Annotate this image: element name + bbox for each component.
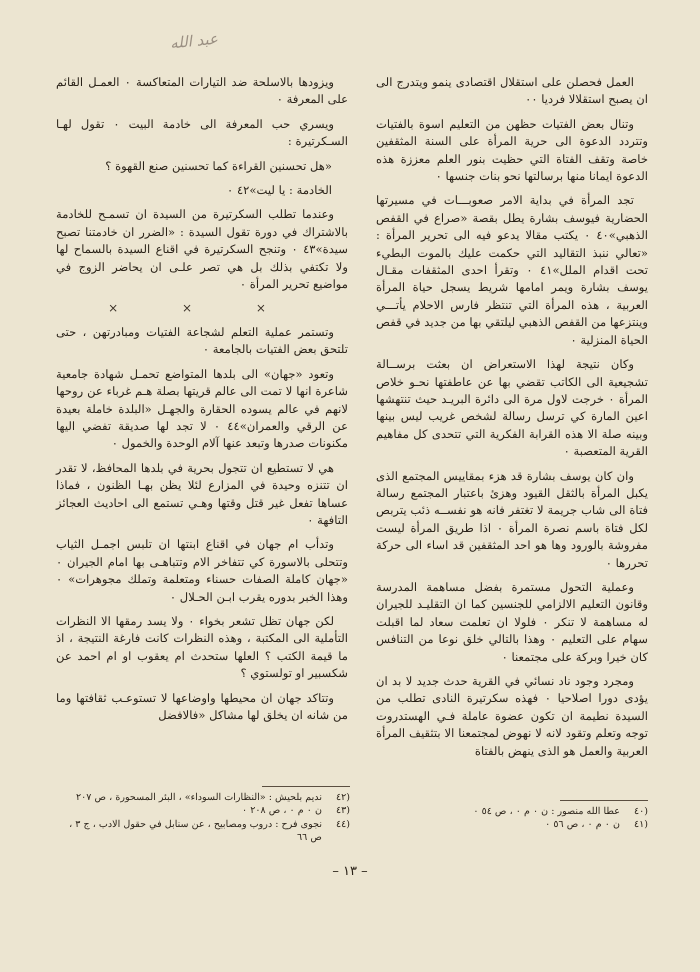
quote-line: «هل تحسنين القراءة كما تحسنين صنع القهوة ؟ [105,158,332,173]
footnote [400,818,648,831]
paragraph: وان كان يوسف بشارة قد هزء بمقاييس المجتمع الذى يكبل المرأة بالثقل القيود وهزئ باعتبار المجتمع رسالة فتاة الى شاب جريمة لا تغتفر فانه هو نفســه ذئب يتربص لكل فتاة باسم نصرة المرأة ٠ اذا طريق المرأة ليست مفروشة بالورود وها هو احد المثقفين قد اساء الى حركة تحررها ٠ [376,468,648,570]
footnote-text: عطا الله منصور : ن ٠ م ٠ ، ص ٥٤ ٠ [473,806,620,817]
footnote-number: (٤٣ [335,805,350,817]
quote-line: الخادمة : يا ليت»٤٢ ٠ [227,183,332,198]
footnote [60,804,350,817]
paragraph: وتنال بعض الفتيات حظهن من التعليم اسوة بالفتيات وتتردد الدعوة الى حرية المرأة على السنة المثقفين خاصة وتقف الفتاة التي حظيت بنور العلم معززة هذه الدعوة ايمانا منها برسالتها نحو بنات جنسها ٠ [376,116,648,184]
paragraph: وعندما تطلب السكرتيرة من السيدة ان تسمـح للخادمة بالاشتراك في دورة تقول السيدة : «الضرر ان خادمتنا تصبح سيدة»٤٣ ٠ وتنجح السكرتيرة في اقناع السيدة بالسماح لها ولا تكتفي بذلك بل هي تصر علـى ان يحاضر الزوج في مواضيع تحرير المرأة ٠ [56,207,348,292]
footnote-number: (٤٢ [335,792,350,803]
footnote [60,818,350,845]
page-number: – ١٣ – [332,864,368,879]
paragraph: وعملية التحول مستمرة بفضل مساهمة المدرسة وقانون التعليم الالزامي للجنسين كما ان التقليـد للجيران له مساهمة لا تنكر ٠ فلولا ان تعلمت سعاد لما اقبلت سهام على التعليم ٠ وهذا بالتالي خلق نوعا من التنافس كان خيرا وبركة على مجتمعنا ٠ [376,579,648,664]
footnote-number: (٤٤ [335,818,350,830]
section-separator: × × × [108,301,296,316]
paragraph: ومجرد وجود ناد نسائي في القرية حدث جديد لا بد ان يؤدى دورا اصلاحيا ٠ فهذه سكرتيرة النادى تطلب من السيدة نطيمة ان تكون عضوة عاملة فـي الهستدروت توجه وتعلم وتقود لانه لا نهوض لمجتمعنا الا بتثقيف المرأة العربية والعمل هو الذى ينهض بالفتاة [376,674,649,758]
footnote-text: ن ٠ م ٠ ، ص ٢٠٨ ٠ [241,805,322,817]
footnote-text: ن ٠ م ٠ ، ص ٥٦ ٠ [545,819,620,831]
paragraph: تجد المرأة في بداية الامر صعوبـــات في مسيرتها الحضارية فيوسف بشارة يطل بقصة «صراع في القفص الذهبي»٤٠ ٠ يكتب مقالا يدعو فيه الى تحرير المرأة : «تعالي ننبذ التقاليد التي حكمت عليك بالموت البطيء تحت اقدام الملل»٤١ ٠ وتقرأ احدى المثقفات مقـال يوسف بشارة ويمر امامها شريط يسجل حياة المرأة العربية ، هذه المرأة التي تنتظر فارس الاحلام يأتـــي وينتزعها من القفص الذهبي ليلتقي بها من جديد في قفص الحياة المنزلية ٠ [376,193,648,347]
paragraph: هي لا تستطيع ان تتجول بحرية في بلدها المحافظ، لا تقدر ان تتنزه وحيدة في المزارع لئلا يظن بهـا الظنون ، فماذا عساها تفعل غير قتل وقتها وهـي تستمع الى احاديث العجائز التافهة ٠ [56,460,348,527]
footnotes-left [60,791,350,845]
footnote-number: (٤١ [633,819,648,831]
footnote-number: (٤٠ [633,806,648,817]
paragraph: العمل فحصلن على استقلال اقتصادى ينمو ويتدرج الى ان يصبح استقلالا فرديا ٠٠ [376,75,648,107]
paragraph: وتتاكد جهان ان محيطها واوضاعها لا تستوعـب ثقافتها وما من شانه ان يخلق لها مشاكل «فالافضل [56,690,348,722]
right-column [376,74,648,767]
footnote-text: نجوى فرح : دروب ومصابيح ، عن سنابل في حقول الادب ، ج ٣ ، ص ٦٦ [69,818,322,844]
footnote-rule [262,786,350,787]
footnote-text: نديم بلحيش : «النظارات السوداء» ، البئر المسحورة ، ص ٢٠٧ [76,792,322,803]
paragraph: ويسري حب المعرفة الى خادمة البيت ٠ تقول لهـا السـكرتيرة : [56,116,348,149]
footnote [400,805,648,818]
handwritten-note: عبد الله [169,29,219,53]
footnotes-right [400,805,648,832]
paragraph: وتدأب ام جهان في اقناع ابنتها ان تلبس اجمـل الثياب وتتحلى بالاسورة كي تتفاخر الام وتتباهـى بها امام الجيران ٠ «جهان كاملة الصفات حسناء ومتعلمة وتملك مجوهرات» ٠ وهذا الخبر بدوره يقرب ابـن الحـلال ٠ [56,537,348,604]
paragraph: وكان نتيجة لهذا الاستعراض ان بعثت برســالة تشجيعية الى الكاتب تقضي بها عن عاطفتها نحـو خلاص المرأة ٠ خرجت لاول مرة الى دائرة البريـد حيث تنتهشها اعين المارة كي ترسل رسالة لشخص غريب ليس بينها وبينه صلة الا هذه القرابة الفكرية التي تتحدى كل مفاهيم القرية المتعصبة ٠ [376,357,649,459]
footnote-rule [560,800,648,801]
left-column [56,74,348,731]
footnote [60,791,350,804]
paragraph: لكن جهان تظل تشعر بخواء ٠ ولا يسد رمقها الا النظرات التأملية الى المكتبة ، وهذه النظرات كانت فارغة النتيجة ، اذ ما قيمة الكتب ؟ العلها ستحدث ام يعقوب او ام احمد عن شكسبير او تولستوي ؟ [56,613,348,681]
paragraph: وتستمر عملية التعلم لشجاعة الفتيات ومبادرتهن ، حتى تلتحق بعض الفتيات بالجامعة ٠ [56,324,348,357]
paragraph: ويزودها بالاسلحة ضد التيارات المتعاكسة ٠ العمـل القائم على المعرفة ٠ [56,75,348,107]
paragraph: وتعود «جهان» الى بلدها المتواضع تحمـل شهادة جامعية شاعرة انها لا تمت الى عالم قريتها بصلة هـم غرباء عن روحها لانهم في عالم يسوده الحقارة والجهـل «البلدة خاملة بعيدة عن الرقي والعمران»٤٤ ٠ لا تجد لها صديقة تفضي اليها مكنونات صدرها وتبعد عنها آلام الوحدة والخمول ٠ [56,366,349,451]
